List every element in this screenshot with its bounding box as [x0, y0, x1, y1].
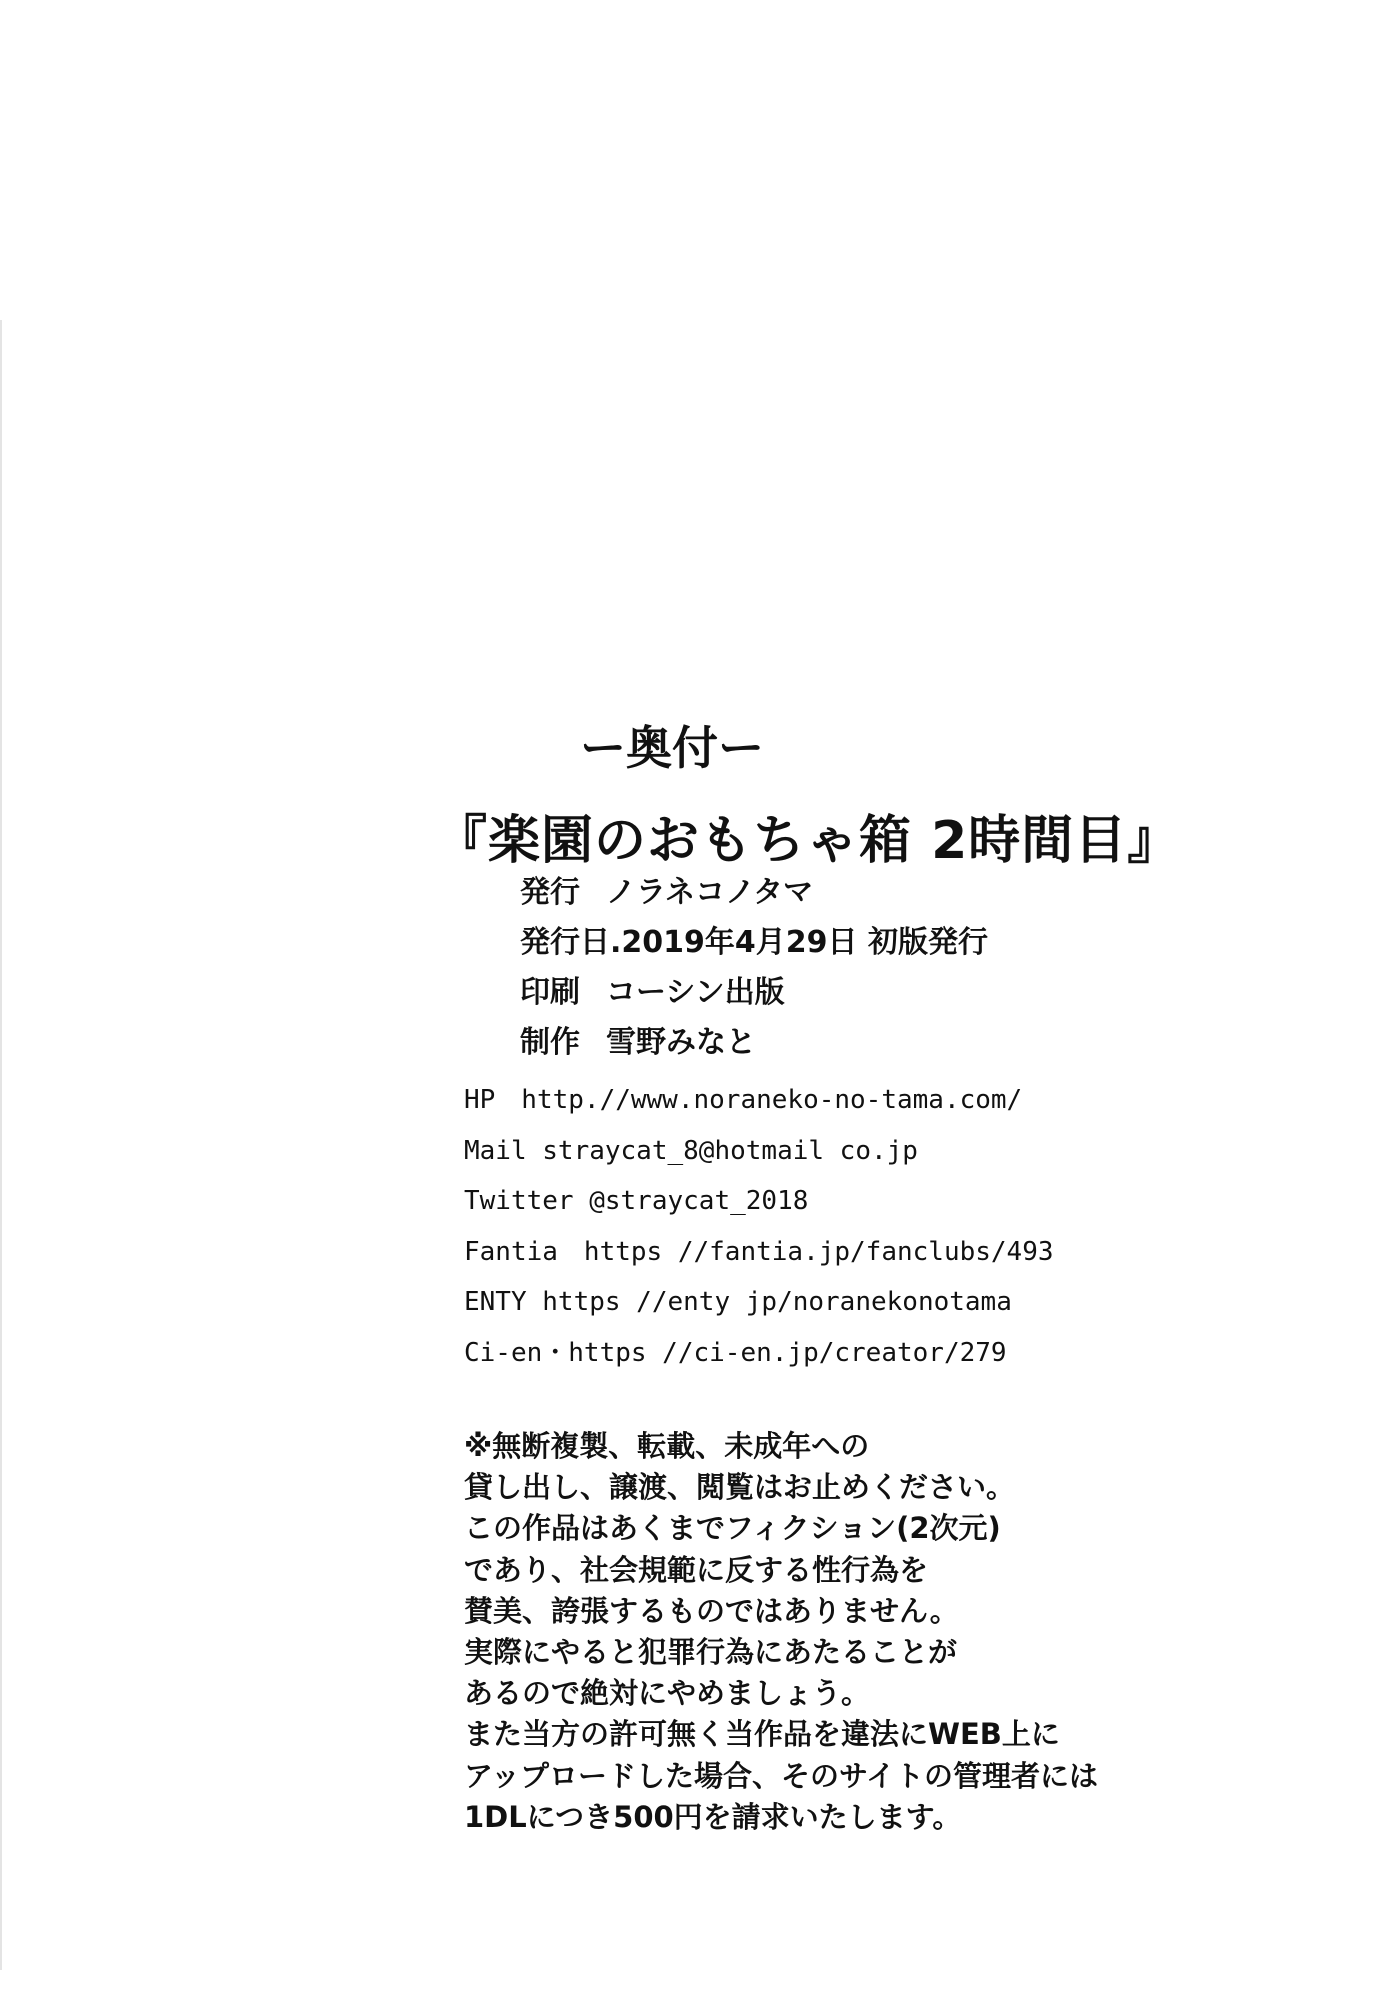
notice-line: あるので絶対にやめましょう。	[464, 1676, 871, 1711]
notice-line: また当方の許可無く当作品を違法にWEB上に	[464, 1717, 1060, 1752]
credit-label: 印刷	[520, 975, 580, 1010]
credit-label: 発行	[520, 875, 580, 910]
book-title: 『楽園のおもちゃ箱 2時間目』	[435, 811, 1181, 871]
credit-publisher	[520, 873, 988, 923]
notice-line: アップロードした場合、そのサイトの管理者には	[464, 1758, 1098, 1793]
notice-line: 貸し出し、譲渡、閲覧はお止めください。	[464, 1470, 1016, 1505]
credit-value: コーシン出版	[606, 975, 785, 1010]
link-enty: ENTY https //enty jp/noranekonotama	[464, 1287, 1012, 1317]
link-mail: Mail straycat_8@hotmail co.jp	[464, 1135, 918, 1166]
link-homepage: HP http.//www.noraneko-no-tama.com/	[464, 1085, 1023, 1115]
notice-line: 1DLにつき500円を請求いたします。	[464, 1799, 962, 1834]
notice-line: であり、社会規範に反する性行為を	[464, 1552, 929, 1587]
notice-line: 賛美、誇張するものではありません。	[464, 1593, 959, 1628]
credit-publish-date	[520, 923, 988, 973]
credit-value: .2019年4月29日 初版発行	[610, 925, 988, 960]
credit-printer	[520, 973, 988, 1023]
contact-links	[464, 1080, 1054, 1383]
credit-label: 制作	[520, 1025, 580, 1060]
notice-line: 実際にやると犯罪行為にあたることが	[464, 1634, 958, 1669]
link-fantia: Fantia https //fantia.jp/fanclubs/493	[464, 1236, 1054, 1267]
copyright-notice	[464, 1427, 1098, 1839]
page-edge	[0, 320, 2, 1970]
credit-author	[520, 1023, 988, 1073]
notice-line: この作品はあくまでフィクション(2次元)	[464, 1511, 1001, 1546]
credit-label: 発行日	[520, 925, 610, 960]
notice-line: ※無断複製、転載、未成年への	[464, 1429, 870, 1463]
credits-list	[520, 873, 988, 1073]
link-twitter: Twitter @straycat_2018	[464, 1186, 809, 1216]
credit-value: 雪野みなと	[606, 1025, 756, 1060]
credit-value: ノラネコノタマ	[606, 875, 813, 910]
colophon-heading: ー奥付ー	[580, 721, 764, 775]
link-ci-en: Ci-en・https //ci-en.jp/creator/279	[464, 1337, 1007, 1368]
